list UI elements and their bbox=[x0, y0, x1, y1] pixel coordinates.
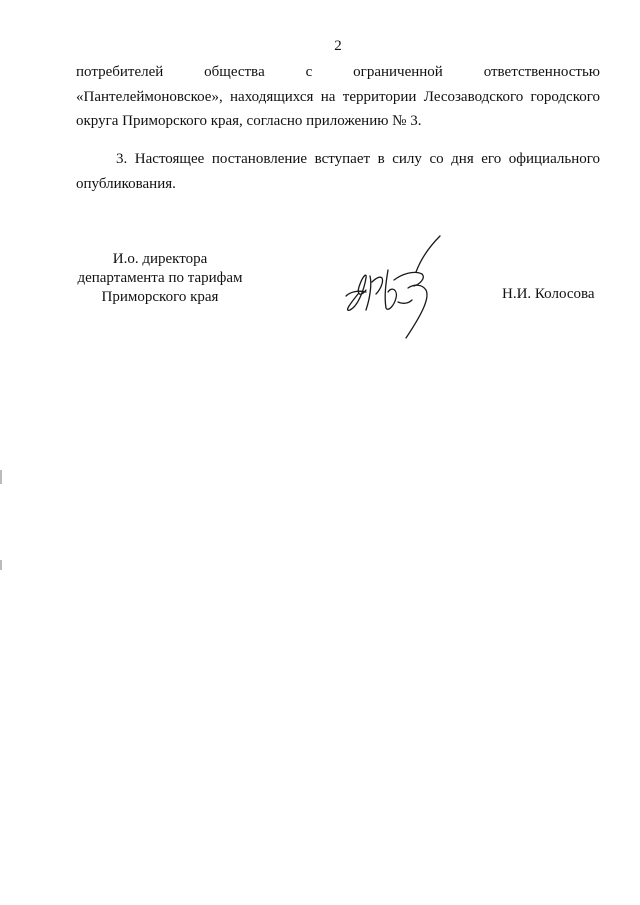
signer-title bbox=[60, 250, 260, 307]
body-paragraph-2 bbox=[76, 147, 600, 196]
page-number: 2 bbox=[334, 38, 342, 54]
body-paragraph-1 bbox=[76, 60, 600, 134]
signer-title-line: департамента по тарифам bbox=[77, 270, 243, 286]
scan-edge-mark bbox=[0, 560, 2, 570]
signer-name: Н.И. Колосова bbox=[502, 286, 595, 302]
paragraph-line: потребителей обществa с ограниченной ответственностью bbox=[76, 64, 600, 80]
paragraph-line: «Пантелеймоновское», находящихся на территории Лесозаводского городского bbox=[76, 88, 600, 105]
handwritten-signature bbox=[336, 232, 446, 344]
signature-strokes bbox=[346, 236, 440, 338]
paragraph-line: 3. Настоящее постановление вступает в силу со дня его официального bbox=[116, 151, 600, 167]
scan-edge-mark bbox=[0, 470, 2, 484]
signer-title-line: И.о. директора bbox=[112, 251, 208, 267]
paragraph-line: опубликования. bbox=[76, 175, 176, 192]
signer-title-line: Приморского края bbox=[101, 289, 219, 305]
paragraph-line: округа Приморского края, согласно приложению № 3. bbox=[76, 113, 422, 129]
